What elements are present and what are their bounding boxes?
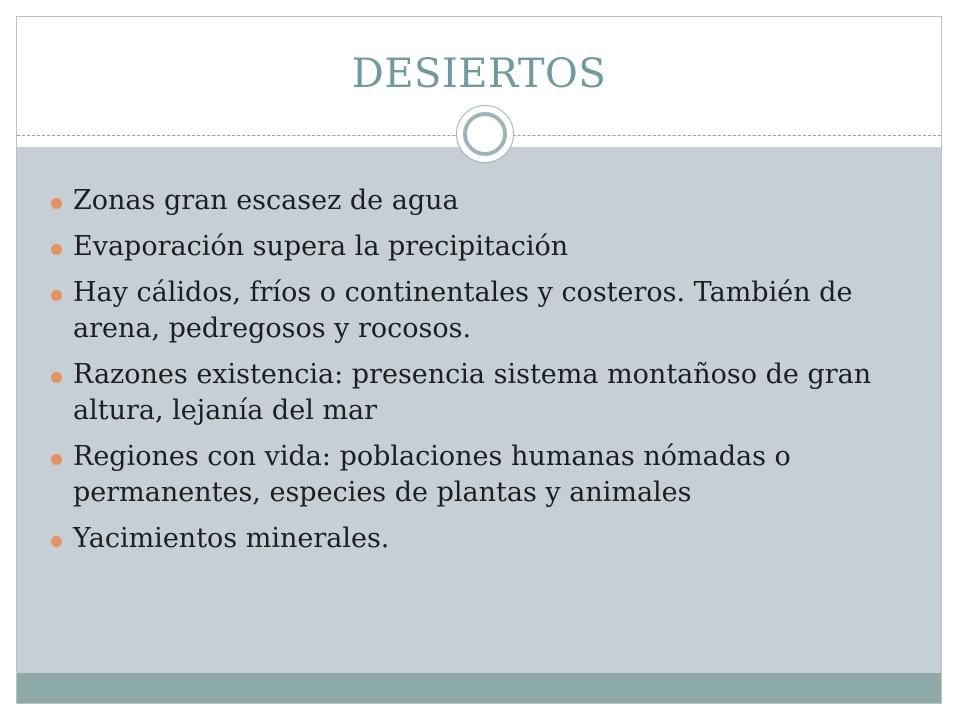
footer-bar [17, 673, 941, 703]
ring-inner [463, 112, 507, 156]
ring-ornament-icon [456, 105, 514, 163]
bullet-dot-icon [51, 198, 62, 209]
bullet-text: Evaporación supera la precipitación [73, 231, 569, 262]
bullet-text: Razones existencia: presencia sistema montañoso de gran altura, lejanía del mar [73, 359, 872, 426]
bullet-dot-icon [51, 454, 62, 465]
list-item [51, 439, 931, 511]
bullet-dot-icon [51, 290, 62, 301]
slide-title: DESIERTOS [351, 51, 607, 97]
bullet-list [51, 183, 931, 567]
list-item [51, 521, 931, 557]
bullet-dot-icon [51, 372, 62, 383]
slide-frame [16, 16, 942, 704]
list-item [51, 357, 931, 429]
list-item [51, 229, 931, 265]
list-item [51, 183, 931, 219]
bullet-text: Zonas gran escasez de agua [73, 185, 459, 216]
bullet-dot-icon [51, 244, 62, 255]
content-area [17, 147, 941, 673]
bullet-text: Hay cálidos, fríos o continentales y costeros. También de arena, pedregosos y rocosos. [73, 277, 853, 344]
list-item [51, 275, 931, 347]
bullet-text: Regiones con vida: poblaciones humanas nómadas o permanentes, especies de plantas y animales [73, 441, 791, 508]
bullet-dot-icon [51, 536, 62, 547]
bullet-text: Yacimientos minerales. [73, 523, 390, 554]
